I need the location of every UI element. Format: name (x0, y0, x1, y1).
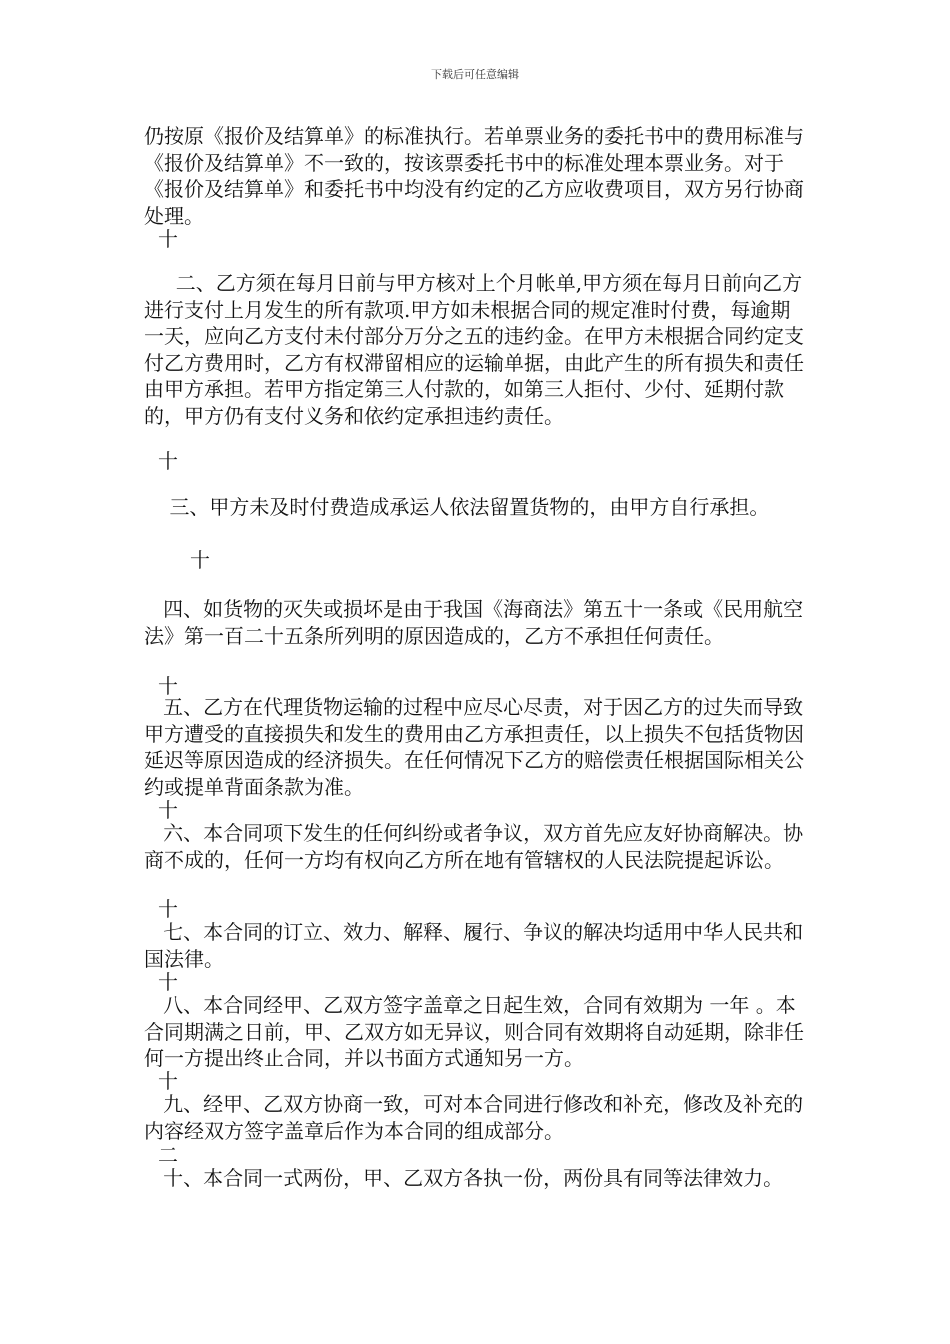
page-header: 下载后可任意编辑 (431, 68, 519, 81)
paragraph-clause-10: 十、本合同一式两份，甲、乙双方各执一份，两份具有同等法律效力。 (144, 1166, 784, 1190)
section-mark: 十 (158, 674, 178, 698)
paragraph-clause-9: 九、经甲、乙双方协商一致，可对本合同进行修改和补充，修改及补充的内容经双方签字盖章后作为本合同的组成部分。 (144, 1092, 804, 1143)
section-mark: 十 (158, 449, 178, 473)
section-mark: 十 (158, 897, 178, 921)
section-mark: 十 (190, 548, 210, 572)
paragraph-clause-5: 五、乙方在代理货物运输的过程中应尽心尽责，对于因乙方的过失而导致甲方遭受的直接损失和发生的费用由乙方承担责任，以上损失不包括货物因延迟等原因造成的经济损失。在任何情况下乙方的赔偿责任根据国际相关公约或提单背面条款为准。 (144, 695, 804, 799)
section-mark: 十 (158, 970, 178, 994)
paragraph-clause-2: 二、乙方须在每月日前与甲方核对上个月帐单,甲方须在每月日前向乙方进行支付上月发生的所有款项.甲方如未根据合同的规定准时付费，每逾期一天，应向乙方支付未付部分万分之五的违约金。在甲方未根据合同约定支付乙方费用时，乙方有权滞留相应的运输单据，由此产生的所有损失和责任由甲方承担。若甲方指定第三人付款的，如第三人拒付、少付、延期付款的，甲方仍有支付义务和依约定承担违约责任。 (144, 271, 804, 428)
paragraph-clause-7: 七、本合同的订立、效力、解释、履行、争议的解决均适用中华人民共和国法律。 (144, 920, 804, 971)
section-mark: 十 (158, 1069, 178, 1093)
section-mark: 十 (158, 798, 178, 822)
paragraph-clause-4: 四、如货物的灭失或损坏是由于我国《海商法》第五十一条或《民用航空法》第一百二十五条所列明的原因造成的，乙方不承担任何责任。 (144, 597, 804, 648)
section-mark: 二 (158, 1143, 178, 1167)
section-mark: 十 (158, 227, 178, 251)
paragraph-continuation: 仍按原《报价及结算单》的标准执行。若单票业务的委托书中的费用标准与《报价及结算单》不一致的，按该票委托书中的标准处理本票业务。对于《报价及结算单》和委托书中均没有约定的乙方应收费项目，双方另行协商处理。 (144, 124, 804, 228)
paragraph-clause-8: 八、本合同经甲、乙双方签字盖章之日起生效，合同有效期为 一年 。本合同期满之日前，甲、乙双方如无异议，则合同有效期将自动延期，除非任何一方提出终止合同，并以书面方式通知另一方。 (144, 993, 804, 1070)
paragraph-clause-3: 三、甲方未及时付费造成承运人依法留置货物的，由甲方自行承担。 (144, 495, 770, 519)
paragraph-clause-6: 六、本合同项下发生的任何纠纷或者争议，双方首先应友好协商解决。协商不成的，任何一方均有权向乙方所在地有管辖权的人民法院提起诉讼。 (144, 821, 804, 872)
